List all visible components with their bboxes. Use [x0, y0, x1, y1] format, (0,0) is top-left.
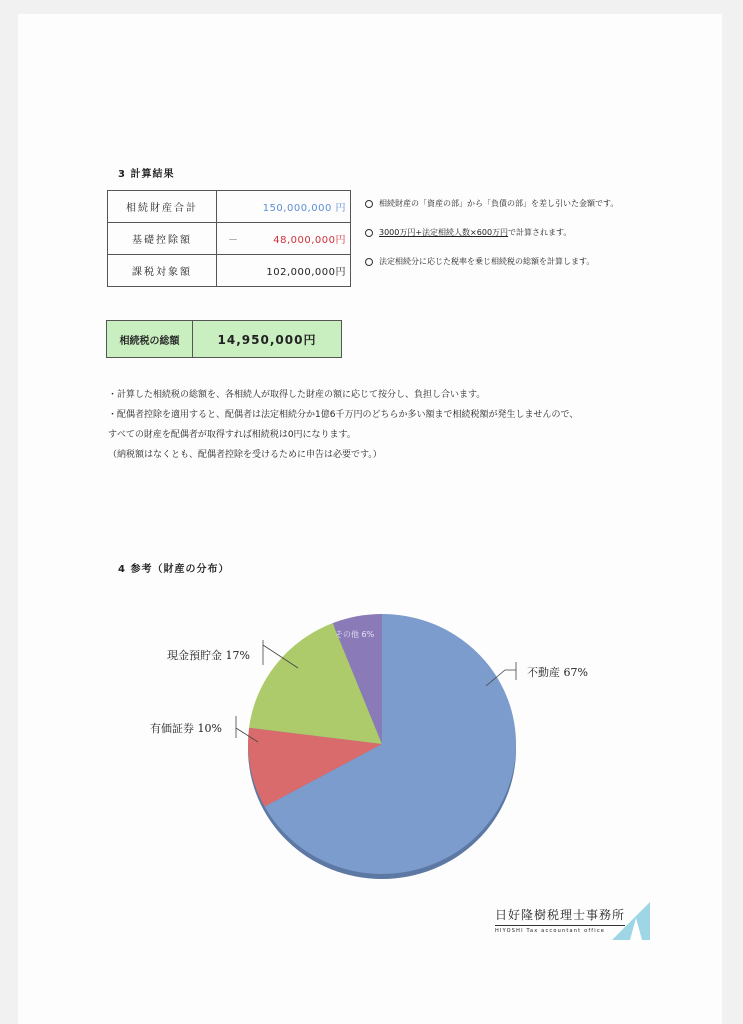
total-label: 相続税の総額	[107, 321, 193, 357]
slice-label-securities: 有価証券 10%	[150, 722, 222, 735]
minus-sign: －	[228, 235, 239, 246]
explanation-line: すべての財産を配偶者が取得すれば相続税は0円になります。	[108, 430, 356, 440]
explanation-line: （納税額はなくとも、配偶者控除を受けるために申告は必要です。）	[108, 450, 382, 460]
calc-value: － 48,000,000円	[217, 223, 351, 255]
section3-title: 3 計算結果	[118, 169, 175, 180]
office-logo	[495, 906, 625, 934]
explanation-line: ・計算した相続税の総額を、各相続人が取得した財産の額に応じて按分し、負担し合います。	[108, 390, 486, 400]
office-name-en: HIYOSHI Tax accountant office	[495, 928, 606, 934]
calc-value: 150,000,000 円	[217, 191, 351, 223]
note-1: 相続財産の「資産の部」から「負債の部」を差し引いた金額です。	[365, 198, 618, 227]
slice-label-real-estate: 不動産 67%	[527, 666, 588, 679]
calc-label: 相続財産合計	[108, 191, 217, 223]
calc-label: 基礎控除額	[108, 223, 217, 255]
slice-label-other: その他 6%	[335, 630, 375, 639]
calc-value: 102,000,000円	[217, 255, 351, 287]
explanation-line: ・配偶者控除を適用すると、配偶者は法定相続分か1億6千万円のどちらか多い額まで相続税額が発生しませんので、	[108, 410, 579, 420]
note-3: 法定相続分に応じた税率を乗じ相続税の総額を計算します。	[365, 256, 618, 285]
calc-label: 課税対象額	[108, 255, 217, 287]
note-2: 3000万円+法定相続人数×600万円で計算されます。	[365, 227, 618, 256]
total-value: 14,950,000円	[217, 332, 317, 347]
section4-title: 4 参考（財産の分布）	[118, 564, 230, 575]
slice-label-cash: 現金預貯金 17%	[167, 649, 250, 662]
triangle-logo-icon	[612, 900, 652, 942]
office-name-ja: 日好隆樹税理士事務所	[495, 906, 625, 926]
